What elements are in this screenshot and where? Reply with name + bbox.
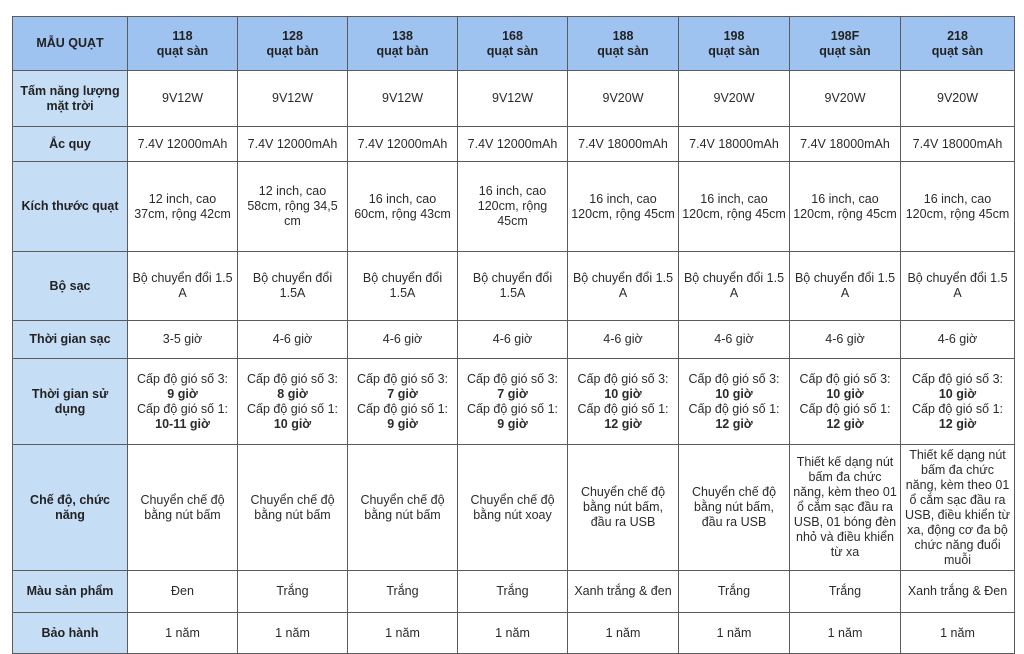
level1-label: Cấp độ gió số 1: [356, 401, 449, 416]
spec-cell: Bộ chuyển đổi 1.5A [238, 252, 348, 321]
spec-cell: 9V12W [458, 71, 568, 127]
level3-value: 8 giờ [277, 386, 308, 401]
level3-label: Cấp độ gió số 3: [136, 371, 229, 386]
model-header [458, 17, 568, 71]
row-label: Chế độ, chức năng [13, 445, 128, 571]
spec-cell: Trắng [238, 571, 348, 613]
spec-cell: 16 inch, cao 120cm, rộng 45cm [679, 162, 790, 252]
model-code: 168 [502, 28, 523, 43]
spec-cell: Chuyển chế độ bằng nút bấm [238, 445, 348, 571]
spec-cell: Xanh trắng & đen [568, 571, 679, 613]
usage-cell [348, 359, 458, 445]
spec-cell: Chuyển chế độ bằng nút bấm, đầu ra USB [679, 445, 790, 571]
spec-cell: 7.4V 12000mAh [348, 127, 458, 162]
spec-cell: 12 inch, cao 37cm, rộng 42cm [128, 162, 238, 252]
level1-value: 10 giờ [273, 416, 312, 431]
level3-label: Cấp độ gió số 3: [911, 371, 1004, 386]
level1-label: Cấp độ gió số 1: [466, 401, 559, 416]
level1-label: Cấp độ gió số 1: [799, 401, 891, 416]
row-label: Ắc quy [13, 127, 128, 162]
spec-cell: 7.4V 18000mAh [901, 127, 1015, 162]
row-solar [13, 71, 1015, 127]
header-row [13, 17, 1015, 71]
model-type: quạt sàn [819, 43, 871, 58]
model-code: 198 [723, 28, 745, 43]
spec-cell: Đen [128, 571, 238, 613]
spec-cell: Trắng [458, 571, 568, 613]
level3-label: Cấp độ gió số 3: [356, 371, 449, 386]
level3-value: 10 giờ [604, 386, 642, 401]
level3-value: 7 giờ [387, 386, 418, 401]
spec-cell: 1 năm [901, 613, 1015, 654]
model-type: quạt sàn [597, 43, 649, 58]
fan-spec-table [12, 16, 1015, 654]
usage-cell [790, 359, 901, 445]
spec-cell: Trắng [679, 571, 790, 613]
spec-cell: 9V20W [790, 71, 901, 127]
spec-cell: 9V12W [348, 71, 458, 127]
spec-cell: 16 inch, cao 120cm, rộng 45cm [790, 162, 901, 252]
spec-cell: 4-6 giờ [348, 321, 458, 359]
row-label: Tấm năng lượng mặt trời [13, 71, 128, 127]
header-label: MẪU QUẠT [13, 17, 128, 71]
model-type: quạt sàn [156, 43, 209, 58]
spec-cell: 16 inch, cao 120cm, rộng 45cm [901, 162, 1015, 252]
spec-cell: 1 năm [568, 613, 679, 654]
spec-cell: Chuyển chế độ bằng nút bấm, đầu ra USB [568, 445, 679, 571]
spec-cell: 7.4V 18000mAh [679, 127, 790, 162]
spec-cell: 1 năm [679, 613, 790, 654]
spec-cell: 4-6 giờ [679, 321, 790, 359]
level3-label: Cấp độ gió số 3: [466, 371, 559, 386]
spec-cell: Bộ chuyển đổi 1.5 A [790, 252, 901, 321]
level1-value: 10-11 giờ [155, 416, 210, 431]
level3-label: Cấp độ gió số 3: [246, 371, 339, 386]
spec-cell: Bộ chuyển đổi 1.5 A [568, 252, 679, 321]
spec-cell: 1 năm [128, 613, 238, 654]
spec-cell: 7.4V 12000mAh [128, 127, 238, 162]
level3-value: 7 giờ [497, 386, 528, 401]
model-type: quạt sàn [931, 43, 984, 58]
model-header [128, 17, 238, 71]
spec-cell: 1 năm [790, 613, 901, 654]
spec-cell: Bộ chuyển đổi 1.5 A [128, 252, 238, 321]
spec-cell: Bộ chuyển đổi 1.5A [348, 252, 458, 321]
model-type: quạt sàn [708, 43, 760, 58]
spec-cell: 1 năm [348, 613, 458, 654]
spec-cell: Thiết kế dạng nút bấm đa chức năng, kèm theo 01 ổ cắm sạc đầu ra USB, điều khiển từ xa, động cơ đa bộ chức năng đuổi muỗi [901, 445, 1015, 571]
model-type: quạt sàn [486, 43, 539, 58]
spec-cell: 7.4V 12000mAh [238, 127, 348, 162]
spec-cell: 4-6 giờ [238, 321, 348, 359]
row-label: Kích thước quạt [13, 162, 128, 252]
spec-cell: Trắng [348, 571, 458, 613]
spec-cell: 4-6 giờ [568, 321, 679, 359]
spec-cell: Chuyển chế độ bằng nút xoay [458, 445, 568, 571]
model-code: 128 [282, 28, 303, 43]
spec-cell: 16 inch, cao 120cm, rộng 45cm [458, 162, 568, 252]
level3-label: Cấp độ gió số 3: [688, 371, 780, 386]
level1-label: Cấp độ gió số 1: [688, 401, 780, 416]
usage-cell [901, 359, 1015, 445]
level1-label: Cấp độ gió số 1: [246, 401, 339, 416]
level1-value: 9 giờ [387, 416, 418, 431]
level1-value: 12 giờ [826, 416, 864, 431]
row-warranty [13, 613, 1015, 654]
spec-cell: 4-6 giờ [458, 321, 568, 359]
spec-cell: 1 năm [458, 613, 568, 654]
row-label: Bảo hành [13, 613, 128, 654]
spec-cell: 9V20W [901, 71, 1015, 127]
usage-cell [458, 359, 568, 445]
level3-value: 10 giờ [715, 386, 753, 401]
model-code: 218 [947, 28, 968, 43]
row-charge-time [13, 321, 1015, 359]
level3-value: 9 giờ [167, 386, 198, 401]
spec-cell: 9V12W [238, 71, 348, 127]
model-code: 138 [392, 28, 413, 43]
usage-cell [238, 359, 348, 445]
spec-cell: 9V20W [679, 71, 790, 127]
spec-cell: Xanh trắng & Đen [901, 571, 1015, 613]
row-label: Thời gian sạc [13, 321, 128, 359]
level1-value: 12 giờ [938, 416, 977, 431]
spec-cell: 16 inch, cao 60cm, rộng 43cm [348, 162, 458, 252]
spec-cell: 7.4V 18000mAh [790, 127, 901, 162]
model-header [348, 17, 458, 71]
model-header [901, 17, 1015, 71]
spec-cell: Bộ chuyển đổi 1.5 A [901, 252, 1015, 321]
model-type: quạt bàn [266, 43, 319, 58]
model-header [790, 17, 901, 71]
level1-value: 9 giờ [497, 416, 528, 431]
spec-cell: 4-6 giờ [790, 321, 901, 359]
row-label: Thời gian sử dụng [13, 359, 128, 445]
level1-label: Cấp độ gió số 1: [577, 401, 669, 416]
row-size [13, 162, 1015, 252]
level1-label: Cấp độ gió số 1: [136, 401, 229, 416]
level3-value: 10 giờ [826, 386, 864, 401]
spec-cell: Chuyển chế độ bằng nút bấm [128, 445, 238, 571]
spec-cell: 12 inch, cao 58cm, rộng 34,5 cm [238, 162, 348, 252]
spec-cell: Trắng [790, 571, 901, 613]
level1-value: 12 giờ [604, 416, 642, 431]
row-color [13, 571, 1015, 613]
model-header [679, 17, 790, 71]
spec-cell: 7.4V 12000mAh [458, 127, 568, 162]
spec-cell: 1 năm [238, 613, 348, 654]
usage-cell [568, 359, 679, 445]
spec-cell: 7.4V 18000mAh [568, 127, 679, 162]
level3-label: Cấp độ gió số 3: [577, 371, 669, 386]
spec-cell: Bộ chuyển đổi 1.5 A [679, 252, 790, 321]
spec-table-container [12, 16, 1015, 654]
row-charger [13, 252, 1015, 321]
model-header [568, 17, 679, 71]
usage-cell [679, 359, 790, 445]
row-modes [13, 445, 1015, 571]
level1-label: Cấp độ gió số 1: [911, 401, 1004, 416]
spec-cell: 9V12W [128, 71, 238, 127]
spec-cell: Thiết kế dạng nút bấm đa chức năng, kèm theo 01 ổ cắm sạc đầu ra USB, 01 bóng đèn nhỏ và điều khiển từ xa [790, 445, 901, 571]
usage-cell [128, 359, 238, 445]
spec-cell: 4-6 giờ [901, 321, 1015, 359]
row-label: Màu sản phẩm [13, 571, 128, 613]
spec-cell: 16 inch, cao 120cm, rộng 45cm [568, 162, 679, 252]
spec-cell: Bộ chuyển đổi 1.5A [458, 252, 568, 321]
row-label: Bộ sạc [13, 252, 128, 321]
level1-value: 12 giờ [715, 416, 753, 431]
level3-label: Cấp độ gió số 3: [799, 371, 891, 386]
model-code: 198F [830, 28, 860, 43]
model-type: quạt bàn [376, 43, 429, 58]
row-battery [13, 127, 1015, 162]
spec-cell: Chuyển chế độ bằng nút bấm [348, 445, 458, 571]
model-header [238, 17, 348, 71]
level3-value: 10 giờ [938, 386, 977, 401]
spec-cell: 3-5 giờ [128, 321, 238, 359]
model-code: 188 [612, 28, 634, 43]
spec-cell: 9V20W [568, 71, 679, 127]
model-code: 118 [172, 28, 193, 43]
row-usage [13, 359, 1015, 445]
